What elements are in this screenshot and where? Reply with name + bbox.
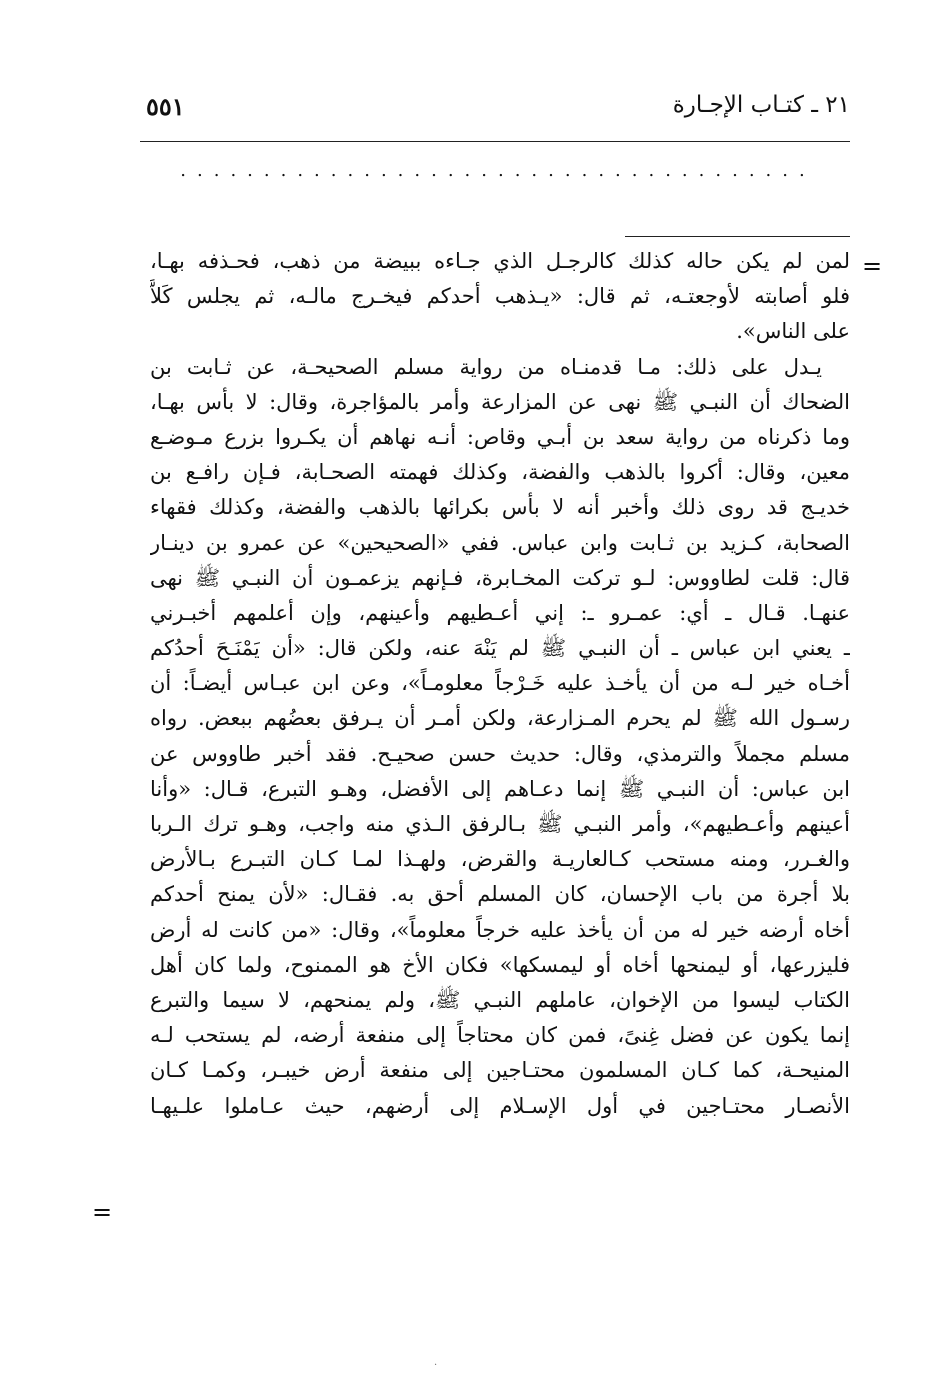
footnote-rule [625,236,850,237]
text-line: الصحابة، كـزيد بن ثـابت وابن عباس. ففي «الصحيحين» عن عمرو بن دينـار [150,530,850,555]
section-dots: ...................................... [180,160,816,181]
continuation-mark-bottom: = [92,1198,113,1226]
text-line: والغـرر، ومنه مستحب كـالعاريـة والقرض، ولهـذا لمـا كـان التبـرع بـالأرض [150,847,850,872]
text-line: إنما يكون عن فضل غِنىً، فمن كان محتاجاً إلى منفعة أرضه، لم يستحب لـه [150,1023,850,1048]
text-line: الضحاك أن النبـي ﷺ نهى عن المزارعة وأمر بالمؤاجرة، وقال: لا بأس بهـا، [150,389,850,414]
text-line: أعينهم وأعـطيهم»، وأمر النبـي ﷺ بـالرفق الـذي منه واجب، وهـو ترك الـربا [150,812,850,836]
chapter-title: ٢١ ـ كتـاب الإجـارة [672,92,850,118]
text-line: فلو أصابته لأوجعتـه، ثم قال: «يـذهب أحدكم فيخـرج مالـه، ثم يجلس كَلاًّ [150,284,850,309]
text-line: رسـول الله ﷺ لم يحرم المـزارعة، ولكن أمـر أن يـرفق بعضُهم ببعض. رواه [150,706,850,731]
text-line: معين، وقال: أكروا بالذهب والفضة، وكذلك فهمته الصحـابة، فـإن رافـع بن [150,460,850,485]
text-line: الكتاب ليسوا من الإخوان، عاملهم النبـي ﷺ، ولم يمنحهم، لا سيما والتبرع [150,987,850,1012]
text-line: قال: قلت لطاووس: لـو تركت المخـابرة، فـإنهم يزعمـون أن النبـي ﷺ نهى [150,565,850,590]
text-line: على الناس». [736,319,850,344]
header-rule [140,141,850,142]
text-line: مسلم مجملاً والترمذي، وقال: حديث حسن صحيـح. فقد أخبر طاووس عن [150,741,850,766]
page-header [140,92,850,132]
text-line: بلا أجرة من باب الإحسان، كان المسلم أحق به. فقـال: «لأن يمنح أحدكم [150,882,850,907]
text-line: ابن عباس: أن النبـي ﷺ إنما دعـاهم إلى الأفضل، وهـو التبرع، قـال: «وأنا [150,776,850,801]
continuation-mark-top: = [862,252,883,280]
text-line: الأنصـار محتـاجين في أول الإسـلام إلى أرضهم، حيث عـاملوا علـيهـا [150,1093,850,1118]
page-speck: · [434,1360,438,1371]
text-line: وما ذكرناه من رواية سعد بن أبـي وقاص: أنـه نهاهم أن يكـروا بزرع مـوضـع [150,424,850,449]
footnote-body [150,244,850,1124]
text-line: ـ يعني ابن عباس ـ أن النبـي ﷺ لم يَنْهَ عنه، ولكن قال: «أن يَمْنَـحَ أحدُكم [150,636,850,661]
text-line: المنيحـة، كما كـان المسلمون محتـاجين إلى منفعة أرض خيبـر، وكمـا كـان [150,1058,850,1083]
text-line: يـدل على ذلك: مـا قدمنـاه من رواية مسلم الصحيحـة، عن ثـابت بن [150,354,822,379]
text-line: لمن لم يكن حاله كذلك كالرجـل الذي جـاءه ببيضة من ذهب، فحـذفه بهـا، [150,249,850,273]
text-line: خديـج قد روى ذلك وأخبر أنه لا بأس بكرائها بالذهب والفضة، وكذلك فقهاء [150,495,850,520]
text-line: أخـاه خير لـه من أن يأخـذ عليه خَـرْجاً معلومـاً»، وعن ابن عبـاس أيضـاً: أن [150,671,850,696]
text-line: فليزرعها، أو ليمنحها أخاه أو ليمسكها» فكان الأخ هو الممنوح، ولما كان أهل [150,952,850,977]
page-number: ٥٥١ [146,92,185,121]
text-line: أخاه أرضه خير له من أن يأخذ عليه خرجاً معلوماً»، وقال: «من كانت له أرض [150,917,850,942]
text-line: عنهـا. قـال ـ أي: عمـرو ـ: إني أعـطيهم وأعينهم، وإن أعلمهم أخبـرني [150,600,850,625]
